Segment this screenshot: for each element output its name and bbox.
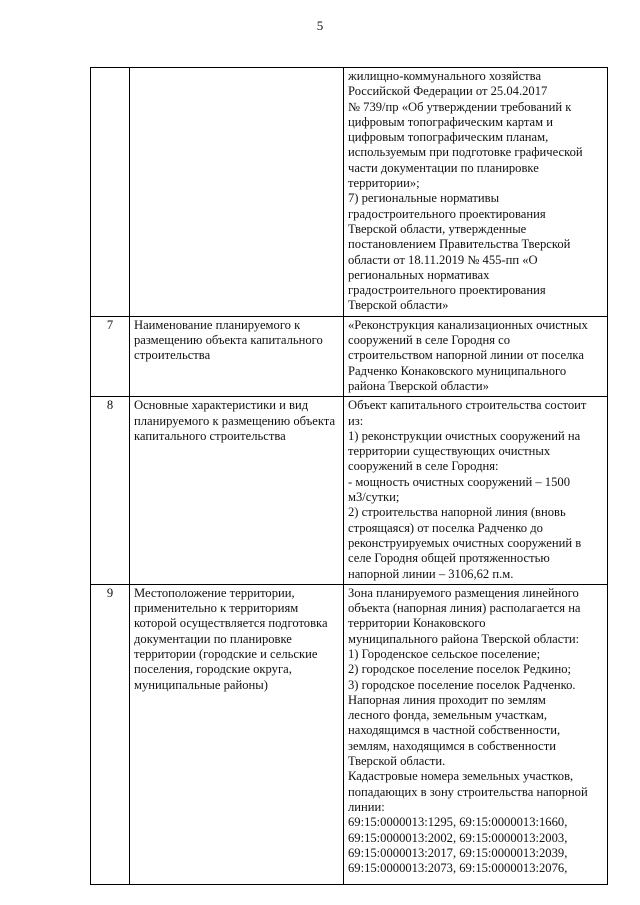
row-parameter-value xyxy=(344,316,608,396)
row-parameter-name xyxy=(130,68,344,317)
row-number: 8 xyxy=(91,397,130,585)
table-row xyxy=(91,316,608,396)
text-line: Основные характеристики и вид xyxy=(134,398,309,413)
text-line: Зона планируемого размещения линейного xyxy=(348,585,579,600)
text-line: Напорная линия проходит по землям xyxy=(348,692,546,707)
text-line: - мощность очистных сооружений – 1500 xyxy=(348,474,570,489)
text-line: района Тверской области» xyxy=(348,378,489,393)
text-line: «Реконструкция канализационных очистных xyxy=(348,317,588,332)
text-line: землям, находящимся в собственности xyxy=(348,738,556,753)
text-line: из: xyxy=(348,413,364,428)
text-line: 1) реконструкции очистных сооружений на xyxy=(348,428,581,443)
row-parameter-value xyxy=(344,397,608,585)
text-line: строительства xyxy=(134,348,211,363)
page-number: 5 xyxy=(316,18,324,33)
text-line: территории существующих очистных xyxy=(348,444,551,459)
text-line: региональных нормативах xyxy=(348,267,490,282)
text-line: части документации по планировке xyxy=(348,160,539,175)
text-line: области от 18.11.2019 № 455-пп «О xyxy=(348,252,538,267)
text-line: линии: xyxy=(348,799,385,814)
text-line: размещению объекта капитального xyxy=(134,333,323,348)
text-line: градостроительного проектирования xyxy=(348,206,546,221)
text-line: лесного фонда, земельным участкам, xyxy=(348,708,548,723)
text-line: Местоположение территории, xyxy=(134,585,295,600)
text-line: градостроительного проектирования xyxy=(348,283,546,298)
text-line: Тверской области. xyxy=(348,754,446,769)
text-line: жилищно-коммунального хозяйства xyxy=(348,69,542,83)
text-line: 69:15:0000013:2002, 69:15:0000013:2003, xyxy=(348,830,568,845)
text-line: 2) городское поселение поселок Редкино; xyxy=(348,662,572,677)
text-line: поселения, городские округа, xyxy=(134,662,292,677)
text-line: цифровым топографическим планам, xyxy=(348,130,549,145)
row-parameter-name xyxy=(130,397,344,585)
text-line: 69:15:0000013:2017, 69:15:0000013:2039, xyxy=(348,845,568,860)
row-parameter-value xyxy=(344,68,608,317)
text-line: муниципальные районы) xyxy=(134,677,268,692)
text-line: которой осуществляется подготовка xyxy=(134,616,328,631)
text-line: 1) Городенское сельское поселение; xyxy=(348,646,541,661)
text-line: Тверской области, утвержденные xyxy=(348,221,527,236)
table-row xyxy=(91,68,608,317)
text-line: 3) городское поселение поселок Радченко. xyxy=(348,677,576,692)
text-line: Объект капитального строительства состоит xyxy=(348,398,587,413)
text-line: № 739/пр «Об утверждении требований к xyxy=(348,99,572,114)
text-line: Наименование планируемого к xyxy=(134,317,301,332)
text-line: планируемого к размещению объекта xyxy=(134,413,336,428)
text-line: 2) строительства напорной линия (вновь xyxy=(348,505,566,520)
text-line: документации по планировке xyxy=(134,631,292,646)
text-line: селе Городня общей протяженностью xyxy=(348,551,550,566)
text-line: строящаяся) от поселка Радченко до xyxy=(348,520,543,535)
text-line: попадающих в зону строительства напорной xyxy=(348,784,588,799)
table-row xyxy=(91,397,608,585)
text-line: 7) региональные нормативы xyxy=(348,191,500,206)
text-line: применительно к территориям xyxy=(134,601,299,616)
text-line: м3/сутки; xyxy=(348,490,400,505)
text-line: Кадастровые номера земельных участков, xyxy=(348,769,574,784)
row-number xyxy=(91,68,130,317)
text-line: находящимся в частной собственности, xyxy=(348,723,561,738)
text-line: капитального строительства xyxy=(134,428,286,443)
text-line: сооружений в селе Городня со xyxy=(348,333,511,348)
row-number: 7 xyxy=(91,316,130,396)
text-line: Радченко Конаковского муниципального xyxy=(348,363,567,378)
row-parameter-name xyxy=(130,584,344,884)
text-line: территории Конаковского xyxy=(348,616,486,631)
text-line: напорной линии – 3106,62 п.м. xyxy=(348,566,514,581)
table-row xyxy=(91,584,608,884)
text-line: объекта (напорная линия) располагается на xyxy=(348,601,581,616)
row-parameter-value xyxy=(344,584,608,884)
text-line: 69:15:0000013:2073, 69:15:0000013:2076, xyxy=(348,861,568,876)
document-table xyxy=(90,67,608,885)
text-line: реконструируемых очистных сооружений в xyxy=(348,535,582,550)
text-line: муниципального района Тверской области: xyxy=(348,631,580,646)
text-line: используемым при подготовке графической xyxy=(348,145,583,160)
text-line: территории (городские и сельские xyxy=(134,646,318,661)
row-number: 9 xyxy=(91,584,130,884)
row-parameter-name xyxy=(130,316,344,396)
text-line: строительством напорной линии от поселка xyxy=(348,348,584,363)
text-line: Российской Федерации от 25.04.2017 xyxy=(348,84,548,99)
text-line: Тверской области» xyxy=(348,298,449,313)
text-line: территории»; xyxy=(348,176,420,191)
text-line: 69:15:0000013:1295, 69:15:0000013:1660, xyxy=(348,815,568,830)
text-line: цифровым топографическим картам и xyxy=(348,114,553,129)
text-line: сооружений в селе Городня: xyxy=(348,459,499,474)
text-line: постановлением Правительства Тверской xyxy=(348,237,571,252)
